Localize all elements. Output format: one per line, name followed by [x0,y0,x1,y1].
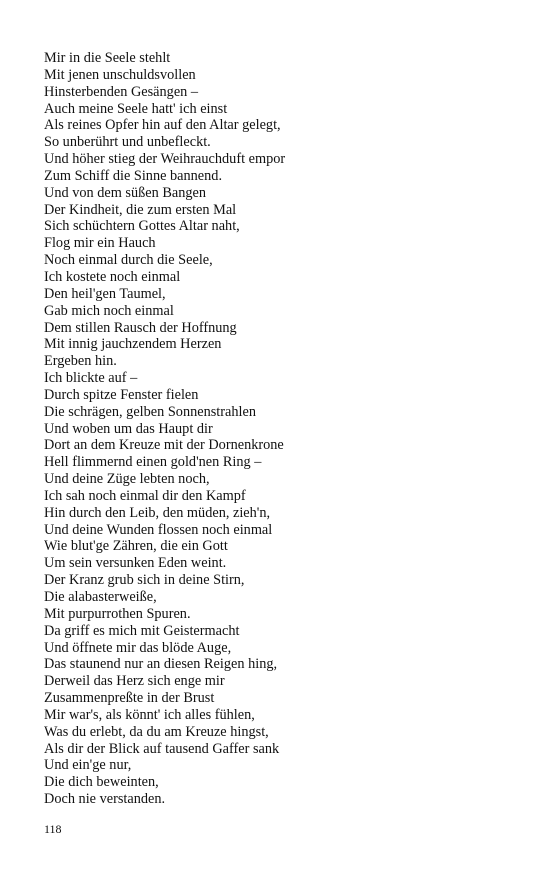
poem-line: Da griff es mich mit Geistermacht [44,622,240,639]
poem-line: Flog mir ein Hauch [44,235,156,252]
poem-line: Als reines Opfer hin auf den Altar gelegt, [44,117,281,134]
poem-line: Auch meine Seele hatt' ich einst [44,100,228,117]
poem-line: Hinsterbenden Gesängen – [44,83,199,100]
poem-line: Und deine Wunden flossen noch einmal [44,521,273,538]
poem-line: Gab mich noch einmal [44,302,174,319]
poem-line: Ich sah noch einmal dir den Kampf [44,487,246,504]
poem-line: Und höher stieg der Weihrauchduft empor [44,151,286,168]
poem-line: Und öffnete mir das blöde Auge, [44,639,232,656]
poem-line: Die alabasterweiße, [44,589,157,605]
poem-line: Dort an dem Kreuze mit der Dornenkrone [44,437,284,454]
poem-line: Durch spitze Fenster fielen [44,386,199,403]
poem-line: Und woben um das Haupt dir [44,420,213,437]
poem-line: Mir war's, als könnt' ich alles fühlen, [44,706,255,723]
poem-line: Als dir der Blick auf tausend Gaffer sank [44,740,280,757]
poem-line: Die schrägen, gelben Sonnenstrahlen [44,403,257,420]
poem-line: Doch nie verstanden. [44,791,166,808]
poem-line: Zum Schiff die Sinne bannend. [44,167,223,184]
poem-line: Hin durch den Leib, den müden, zieh'n, [44,504,271,521]
poem-line: Mit innig jauchzendem Herzen [44,336,222,353]
poem-line: Ich kostete noch einmal [44,268,181,285]
poem-line: Das staunend nur an diesen Reigen hing, [44,656,278,673]
poem-line: Mit purpurrothen Spuren. [44,605,191,622]
poem-line: Um sein versunken Eden weint. [44,555,227,572]
poem-line: Dem stillen Rausch der Hoffnung [44,319,237,336]
poem-text [44,50,285,808]
poem-line: Der Kindheit, die zum ersten Mal [44,201,237,218]
poem-line: Ich blickte auf – [44,370,138,387]
poem-line: Den heil'gen Taumel, [44,285,166,302]
poem-line: Die dich beweinten, [44,774,159,791]
page-number: 118 [44,822,62,836]
poem-line: Wie blut'ge Zähren, die ein Gott [44,538,228,555]
poem-line: Was du erlebt, da du am Kreuze hingst, [44,723,269,740]
poem-line: Und deine Züge lebten noch, [44,471,210,488]
poem-line: Hell flimmernd einen gold'nen Ring – [44,454,262,471]
poem-line: Und von dem süßen Bangen [44,184,207,201]
poem-line: Sich schüchtern Gottes Altar naht, [44,218,240,235]
poem-line: Noch einmal durch die Seele, [44,252,213,269]
poem-line: Derweil das Herz sich enge mir [44,673,225,690]
poem-line: Zusammenpreßte in der Brust [44,690,215,707]
poem-line: Und ein'ge nur, [44,757,132,774]
poem-line: So unberührt und unbefleckt. [44,134,211,151]
poem-line: Der Kranz grub sich in deine Stirn, [44,572,245,589]
poem-line: Mit jenen unschuldsvollen [44,66,196,83]
poem-line: Mir in die Seele stehlt [44,50,171,66]
poem-line: Ergeben hin. [44,353,117,370]
